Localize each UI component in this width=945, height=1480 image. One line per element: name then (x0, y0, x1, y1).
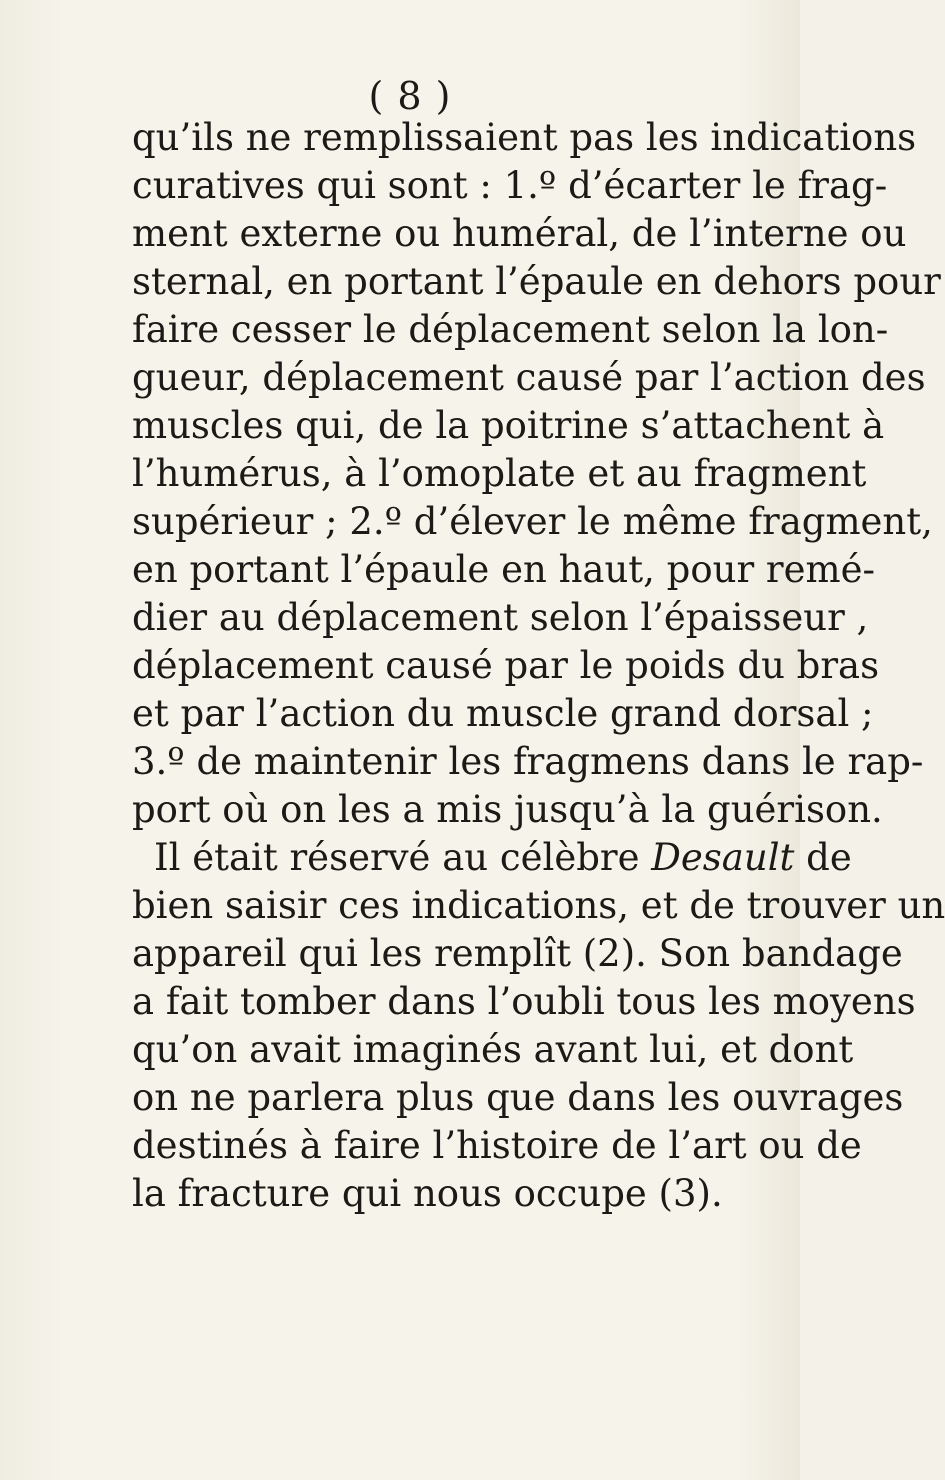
text-line-4: sternal, en portant l’épaule en dehors pour (132, 260, 941, 303)
author-name-desault: Desault (651, 836, 795, 879)
text-line-20: qu’on avait imaginés avant lui, et dont (132, 1028, 854, 1071)
text-line-13: et par l’action du muscle grand dorsal ; (132, 692, 874, 735)
text-line-2: curatives qui sont : 1.º d’écarter le frag- (132, 164, 888, 207)
text-line-15: port où on les a mis jusqu’à la guérison. (132, 788, 883, 831)
text-line-3: ment externe ou huméral, de l’interne ou (132, 212, 907, 255)
body-text (132, 114, 945, 1218)
text-line-12: déplacement causé par le poids du bras (132, 644, 880, 687)
text-line-1: qu’ils ne remplissaient pas les indications (132, 116, 917, 159)
text-line-18: appareil qui les remplît (2). Son bandage (132, 932, 903, 975)
text-line-23: la fracture qui nous occupe (3). (132, 1172, 723, 1215)
text-line-19: a fait tomber dans l’oubli tous les moyens (132, 980, 916, 1023)
text-line-9: supérieur ; 2.º d’élever le même fragment, (132, 500, 933, 543)
text-line-21: on ne parlera plus que dans les ouvrages (132, 1076, 904, 1119)
text-line-7: muscles qui, de la poitrine s’attachent à (132, 404, 885, 447)
text-line-10: en portant l’épaule en haut, pour remé- (132, 548, 875, 591)
text-line-5: faire cesser le déplacement selon la lon- (132, 308, 889, 351)
text-line-6: gueur, déplacement causé par l’action des (132, 356, 926, 399)
page-number: ( 8 ) (368, 74, 452, 118)
text-line-8: l’humérus, à l’omoplate et au fragment (132, 452, 867, 495)
text-line-16: Il était réservé au célèbre Desault de (154, 836, 852, 879)
text-line-22: destinés à faire l’histoire de l’art ou de (132, 1124, 862, 1167)
text-line-17: bien saisir ces indications, et de trouver un (132, 884, 945, 927)
text-line-11: dier au déplacement selon l’épaisseur , (132, 596, 869, 639)
text-line-14: 3.º de maintenir les fragmens dans le rap- (132, 740, 924, 783)
